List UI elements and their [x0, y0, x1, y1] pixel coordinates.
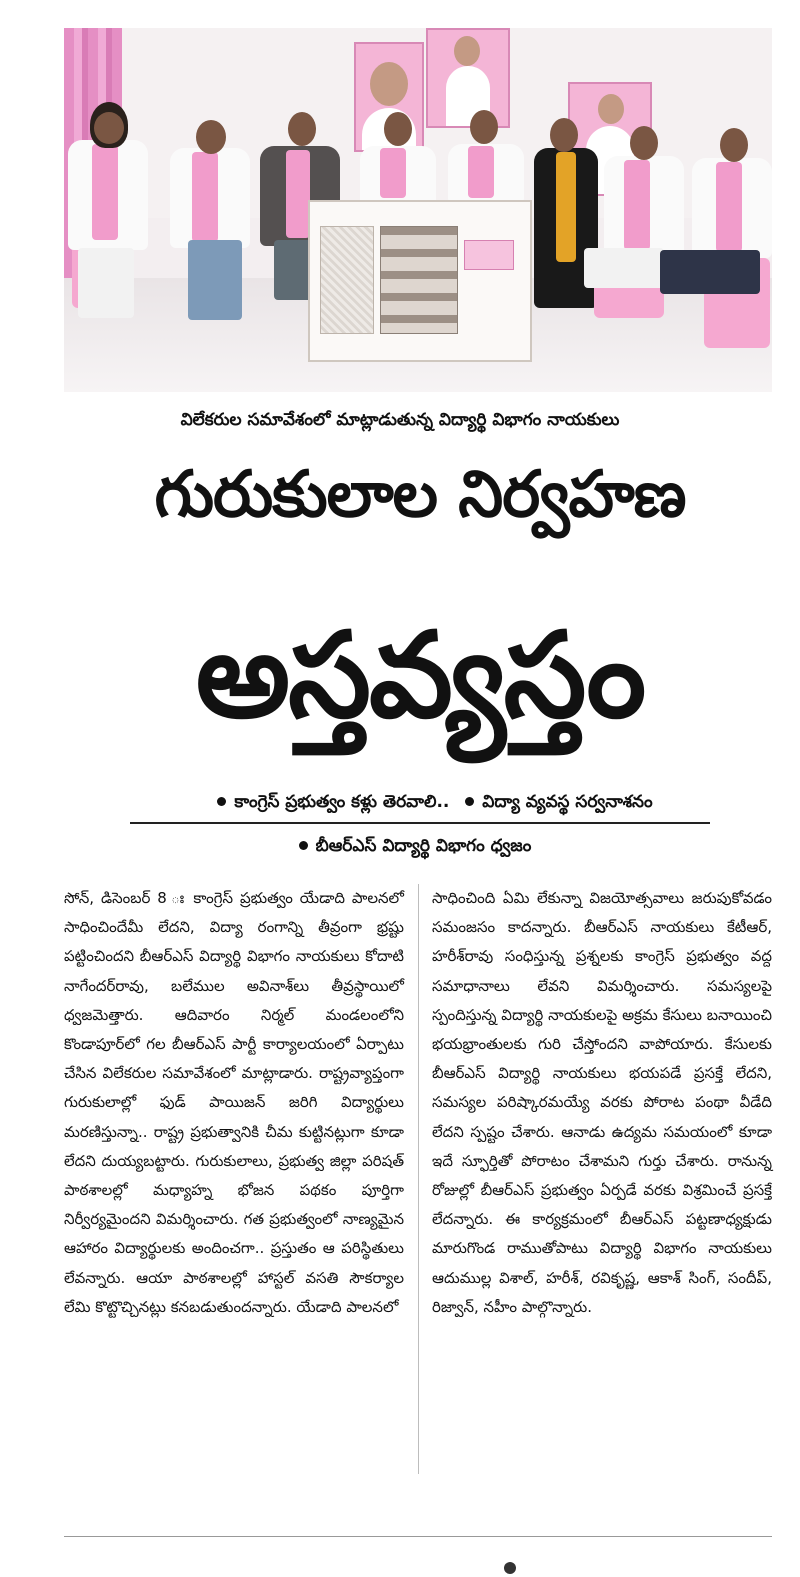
article-body-right: సాధించింది ఏమి లేకున్నా విజయోత్సవాలు జరుపుకోవడం సమంజసం కాదన్నారు. బీఆర్ఎస్ నాయకులు కేటీఆర్, హరీశ్‌రావు సంధిస్తున్న ప్రశ్నలకు కాంగ్రెస్ ప్రభుత్వం వద్ద సమాధానాలు లేవని విమర్శించారు. సమస్యలపై స్పందిస్తున్న విద్యార్థి నాయకులపై అక్రమ కేసులు బనాయించి భయభ్రాంతులకు గురి చేస్తోందని వాపోయారు. కేసులకు బీఆర్ఎస్ విద్యార్థి నాయకులు భయపడే ప్రసక్తే లేదని, సమస్యల పరిష్కారమయ్యే వరకు పోరాట పంథా వీడేది లేదని స్పష్టం చేశారు. ఆనాడు ఉద్యమ సమయంలో కూడా ఇదే స్ఫూర్తితో పోరాటం చేశామని గుర్తు చేశారు. రానున్న రోజుల్లో బీఆర్ఎస్ ప్రభుత్వం ఏర్పడే వరకు విశ్రమించే ప్రసక్తే లేదన్నారు. ఈ కార్యక్రమంలో బీఆర్ఎస్ పట్టణాధ్యక్షుడు మారుగొండ రాముతోపాటు విద్యార్థి విభాగం నాయకులు ఆదుముల్ల విశాల్, హరీశ్, రవికృష్ణ, ఆకాశ్ సింగ్, సందీప్, రిజ్వాన్, నహీం పాల్గొన్నారు. [432, 889, 772, 1316]
office-desk [308, 200, 532, 362]
subhead-divider [130, 822, 710, 824]
subhead-bullet-2: విద్యా వ్యవస్థ సర్వనాశనం [482, 792, 653, 812]
subhead-row-2 [200, 836, 620, 860]
leader-portrait-2 [426, 28, 510, 128]
photo-caption: విలేకరుల సమావేశంలో మాట్లాడుతున్న విద్యార్థి విభాగం నాయకులు [180, 410, 620, 430]
bottom-rule [64, 1536, 772, 1537]
subhead-row-1 [120, 792, 740, 816]
article-body-left: సోన్, డిసెంబర్ 8 ః కాంగ్రెస్ ప్రభుత్వం యేడాది పాలనలో సాధించిందేమీ లేదని, విద్యా రంగాన్ని తీవ్రంగా భ్రష్టు పట్టించిందని బీఆర్ఎస్ విద్యార్థి విభాగం నాయకులు కోదాటి నాగేందర్‌రావు, బలేముల అవినాశ్‌లు తీవ్రస్థాయిలో ధ్వజమెత్తారు. ఆదివారం నిర్మల్ మండలంలోని కొండాపూర్‌లో గల బీఆర్ఎస్ పార్టీ కార్యాలయంలో ఏర్పాటు చేసిన విలేకరుల సమావేశంలో మాట్లాడారు. రాష్ట్రవ్యాప్తంగా గురుకులాల్లో ఫుడ్ పాయిజన్ జరిగి విద్యార్థులు మరణిస్తున్నా.. రాష్ట్ర ప్రభుత్వానికి చీమ కుట్టినట్లుగా కూడా లేదని దుయ్యబట్టారు. గురుకులాలు, ప్రభుత్వ జిల్లా పరిషత్ పాఠశాలల్లో మధ్యాహ్న భోజన పథకం పూర్తిగా నిర్వీర్యమైందని విమర్శించారు. గత ప్రభుత్వంలో నాణ్యమైన ఆహారం విద్యార్థులకు అందించగా.. ప్రస్తుతం ఆ పరిస్థితులు లేవన్నారు. ఆయా పాఠశాలల్లో హాస్టల్ వసతి సౌకర్యాల లేమి కొట్టొచ్చినట్లు కనబడుతుందన్నారు. యేడాది పాలనలో [64, 889, 404, 1316]
page-dot [504, 1562, 516, 1574]
subhead-bullet-1: కాంగ్రెస్ ప్రభుత్వం కళ్లు తెరవాలి.. [234, 792, 450, 812]
news-photo [64, 28, 772, 392]
article-column-left [64, 884, 404, 1322]
subhead-bullet-3: బీఆర్ఎస్ విద్యార్థి విభాగం ధ్వజం [315, 836, 532, 856]
headline-line-2: అస్తవ్యస్తం [195, 606, 645, 744]
column-divider [418, 884, 419, 1474]
bullet-icon [299, 841, 308, 850]
bullet-icon [217, 797, 226, 806]
article-column-right [432, 884, 772, 1322]
headline-line-1: గురుకులాల నిర్వహణ [154, 458, 686, 532]
bullet-icon [465, 797, 474, 806]
